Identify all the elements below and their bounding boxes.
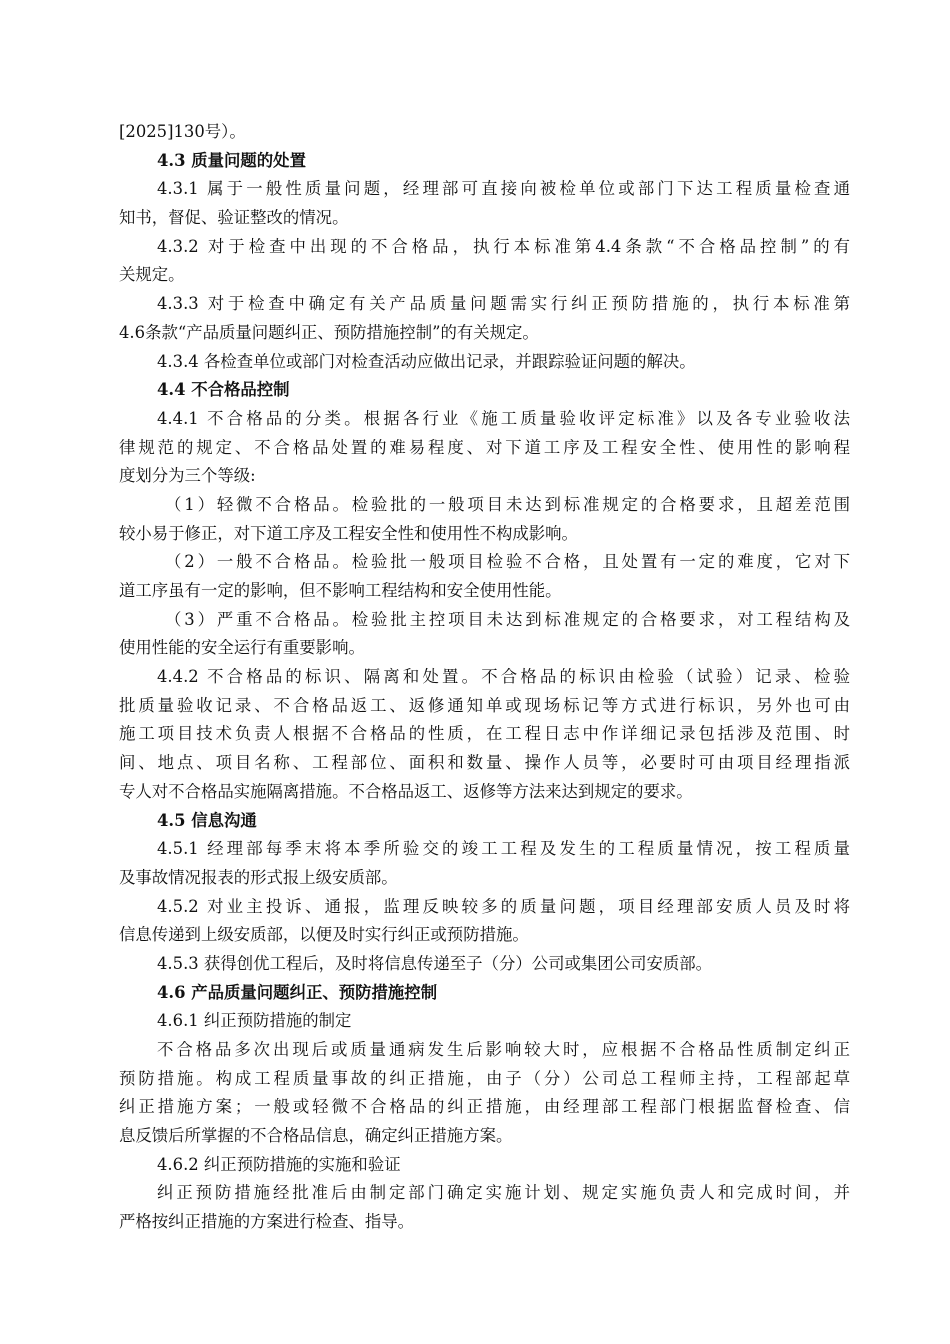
paragraph-line: 4.5.3 获得创优工程后，及时将信息传递至子（分）公司或集团公司安质部。 [157,953,713,973]
paragraph-line: 间、地点、项目名称、工程部位、面积和数量、操作人员等，必要时可由项目经理指派 [119,753,850,773]
paragraph-first-line: 纠正预防措施经批准后由制定部门确定实施计划、规定实施负责人和完成时间，并 [157,1183,850,1203]
paragraph-line: 息反馈后所掌握的不合格品信息，确定纠正措施方案。 [119,1126,513,1146]
paragraph-line: 知书，督促、验证整改的情况。 [119,208,349,228]
paragraph-line: 信息传递到上级安质部，以便及时实行纠正或预防措施。 [119,925,529,945]
paragraph-line: 严格按纠正措施的方案进行检查、指导。 [119,1212,415,1232]
paragraph-first-line: 不合格品多次出现后或质量通病发生后影响较大时，应根据不合格品性质制定纠正 [157,1040,850,1059]
paragraph-line: 4.6.2 纠正预防措施的实施和验证 [157,1154,401,1174]
paragraph-line: 预防措施。构成工程质量事故的纠正措施，由子（分）公司总工程师主持，工程部起草 [119,1068,850,1088]
paragraph-line: 4.6条款“产品质量问题纠正、预防措施控制”的有关规定。 [119,322,539,342]
paragraph-line: 律规范的规定、不合格品处置的难易程度、对下道工序及工程安全性、使用性的影响程 [119,437,850,457]
paragraph-first-line: 4.4.1 不合格品的分类。根据各行业《施工质量验收评定标准》以及各专业验收法 [157,408,850,428]
list-item-line: （3）严重不合格品。检验批主控项目未达到标准规定的合格要求，对工程结构及 [165,609,850,629]
paragraph-first-line: 4.4.2 不合格品的标识、隔离和处置。不合格品的标识由检验（试验）记录、检验 [157,667,850,687]
paragraph-line: 道工序虽有一定的影响，但不影响工程结构和安全使用性能。 [119,581,562,600]
document-page [119,118,850,1237]
list-item-line: （2）一般不合格品。检验批一般项目检验不合格，且处置有一定的难度，它对下 [165,552,850,572]
section-heading: 4.6 产品质量问题纠正、预防措施控制 [157,982,438,1002]
list-item-line: （1）轻微不合格品。检验批的一般项目未达到标准规定的合格要求，且超差范围 [165,494,850,514]
paragraph-line: 专人对不合格品实施隔离措施。不合格品返工、返修等方法来达到规定的要求。 [119,781,693,801]
section-heading: 4.4 不合格品控制 [157,380,290,400]
section-heading: 4.5 信息沟通 [157,810,257,830]
paragraph-line: 纠正措施方案；一般或轻微不合格品的纠正措施，由经理部工程部门根据监督检查、信 [119,1097,850,1117]
paragraph-first-line: 4.3.3 对于检查中确定有关产品质量问题需实行纠正预防措施的，执行本标准第 [157,294,850,314]
paragraph-first-line: 4.3.2 对于检查中出现的不合格品，执行本标准第4.4条款“不合格品控制”的有 [157,236,850,256]
paragraph-line: 较小易于修正，对下道工序及工程安全性和使用性不构成影响。 [119,523,578,543]
paragraph-line: 4.3.4 各检查单位或部门对检查活动应做出记录，并跟踪验证问题的解决。 [157,351,696,371]
paragraph-line: 施工项目技术负责人根据不合格品的性质，在工程日志中作详细记录包括涉及范围、时 [119,724,850,744]
paragraph-first-line: 4.5.2 对业主投诉、通报，监理反映较多的质量问题，项目经理部安质人员及时将 [157,896,850,916]
paragraph-line: 批质量验收记录、不合格品返工、返修通知单或现场标记等方式进行标识，另外也可由 [119,695,850,715]
section-heading: 4.3 质量问题的处置 [157,150,306,170]
paragraph-line: 关规定。 [119,265,185,285]
paragraph-first-line: 4.3.1 属于一般性质量问题，经理部可直接向被检单位或部门下达工程质量检查通 [157,179,850,199]
paragraph-line: 及事故情况报表的形式报上级安质部。 [119,867,398,887]
paragraph-line: 4.6.1 纠正预防措施的制定 [157,1011,352,1031]
paragraph-line: 使用性能的安全运行有重要影响。 [119,638,365,658]
paragraph-first-line: 4.5.1 经理部每季末将本季所验交的竣工工程及发生的工程质量情况，按工程质量 [157,839,850,859]
paragraph-line: [2025]130号）。 [119,122,246,141]
paragraph-line: 度划分为三个等级: [119,466,256,486]
